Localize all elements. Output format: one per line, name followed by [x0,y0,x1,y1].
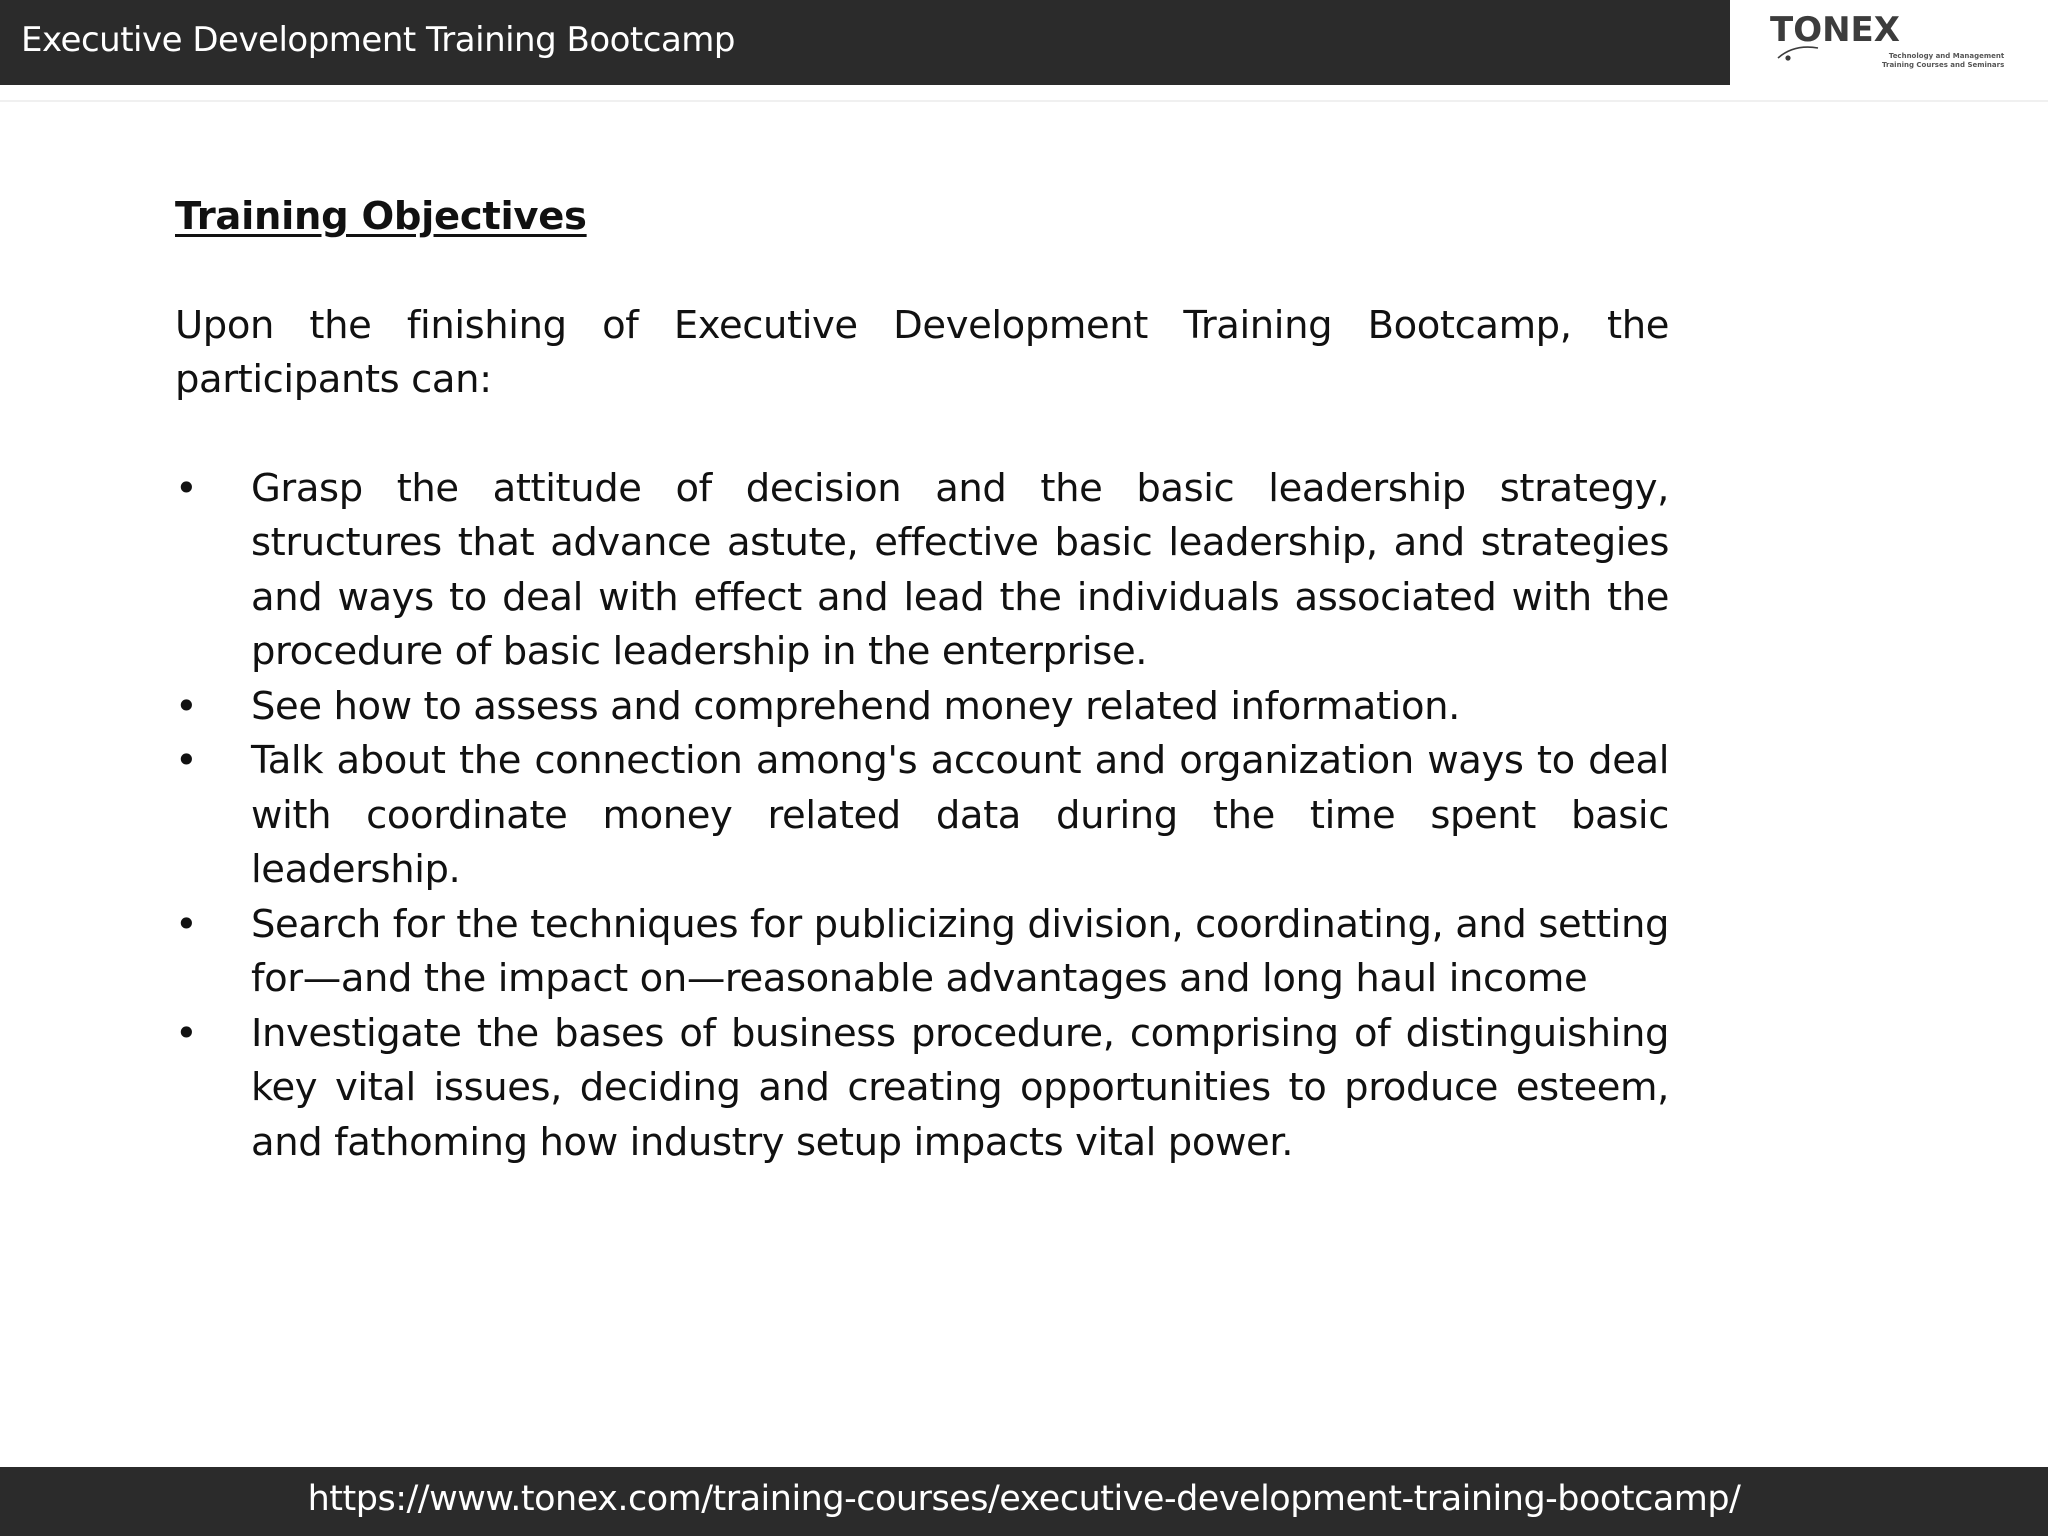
bullet-icon: • [175,465,198,511]
bullet-icon: • [175,901,198,947]
objective-item [175,680,1669,735]
objective-text: Grasp the attitude of decision and the basic leadership strategy, structures that advance astute, effective basic leadership, and strategies and ways to deal with effect and lead the individuals associated with the procedure of basic leadership in the enterprise. [251,465,1669,674]
objective-text: Search for the techniques for publicizing division, coordinating, and setting for—and the impact on—reasonable advantages and long haul income [251,901,1669,1001]
objective-text: Talk about the connection among's account and organization ways to deal with coordinate money related data during the time spent basic leadership. [251,738,1669,892]
header-title: Executive Development Training Bootcamp [21,20,735,60]
objective-text: See how to assess and comprehend money related information. [251,683,1460,729]
objective-item [175,462,1669,680]
logo-tagline-line2: Training Courses and Seminars [1882,61,2005,69]
header-bar [0,0,1730,85]
objective-item [175,734,1669,898]
bullet-icon: • [175,683,198,729]
intro-paragraph: Upon the finishing of Executive Development Training Bootcamp, the participants can: [175,302,1669,402]
bullet-icon: • [175,1010,198,1056]
footer-bar [0,1467,2048,1536]
logo-tagline-line1: Technology and Management [1888,52,2005,60]
objectives-list [175,462,1669,1171]
bullet-icon: • [175,738,198,783]
header-divider [0,100,2048,102]
logo-wordmark: TONEX [1770,10,1900,50]
section-title: Training Objectives [175,194,587,239]
slide-content [175,190,1669,1170]
logo-tagline [1882,52,2004,70]
footer-url-link[interactable]: https://www.tonex.com/training-courses/executive-development-training-bootcamp/ [307,1479,1741,1519]
objective-item [175,1007,1669,1171]
objective-item [175,898,1669,1007]
objective-text: Investigate the bases of business procedure, comprising of distinguishing key vital issues, deciding and creating opportunities to produce esteem, and fathoming how industry setup impacts vital power. [251,1010,1669,1165]
tonex-logo [1770,10,2020,80]
